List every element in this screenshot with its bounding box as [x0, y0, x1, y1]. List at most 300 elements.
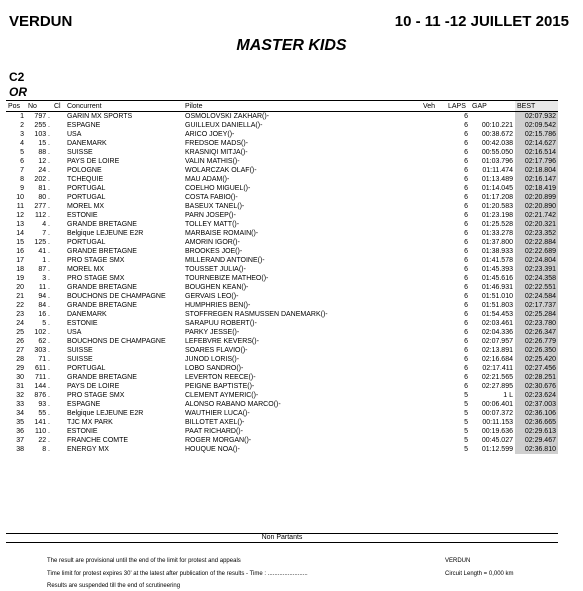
cell-concurrent: PORTUGAL	[67, 365, 106, 372]
cell-concurrent: MOREL MX	[67, 266, 105, 273]
cell-cl	[52, 310, 65, 319]
cell-pilote: SOARES FLAVIO()-	[185, 347, 248, 354]
cell-gap: 00:38.672	[481, 131, 513, 138]
cell-pos: 14	[16, 230, 24, 237]
cell-cl	[52, 157, 65, 166]
cell-veh	[421, 256, 446, 265]
cell-pilote: PARN JOSEP()-	[185, 212, 236, 219]
cell-no: 876 .	[34, 392, 50, 399]
cell-cl	[52, 337, 65, 346]
table-row	[6, 121, 558, 130]
cell-pos: 19	[16, 275, 24, 282]
table-row	[6, 436, 558, 445]
cell-best: 02:29.467	[515, 436, 558, 445]
cell-concurrent: PRO STAGE SMX	[67, 257, 125, 264]
cell-pos: 7	[20, 167, 24, 174]
cell-no: 144 .	[34, 383, 50, 390]
cell-pilote: GERVAIS LEO()-	[185, 293, 239, 300]
table-row	[6, 229, 558, 238]
cell-cl	[52, 292, 65, 301]
cell-concurrent: BOUCHONS DE CHAMPAGNE	[67, 293, 166, 300]
table-row	[6, 337, 558, 346]
cell-concurrent: GARIN MX SPORTS	[67, 113, 133, 120]
cell-best: 02:23.391	[515, 265, 558, 274]
cell-pos: 6	[20, 158, 24, 165]
cell-pos: 17	[16, 257, 24, 264]
cell-cl	[52, 175, 65, 184]
cell-laps: 6	[464, 176, 468, 183]
cell-veh	[421, 337, 446, 346]
cell-cl	[52, 166, 65, 175]
cell-laps: 5	[464, 437, 468, 444]
cell-laps: 6	[464, 113, 468, 120]
cell-best: 02:36.810	[515, 445, 558, 454]
cell-pos: 31	[16, 383, 24, 390]
cell-pos: 24	[16, 320, 24, 327]
table-row	[6, 220, 558, 229]
cell-pilote: VALIN MATHIS()-	[185, 158, 240, 165]
cell-concurrent: GRANDE BRETAGNE	[67, 374, 137, 381]
cell-cl	[52, 139, 65, 148]
cell-gap: 00:07.372	[481, 410, 513, 417]
table-row	[6, 346, 558, 355]
cell-no: 55 .	[38, 410, 50, 417]
cell-no: 303 .	[34, 347, 50, 354]
cell-pilote: COELHO MIGUEL()-	[185, 185, 251, 192]
table-row	[6, 202, 558, 211]
cell-concurrent: ENERGY MX	[67, 446, 109, 453]
cell-concurrent: DANEMARK	[67, 311, 107, 318]
cell-best: 02:23.352	[515, 229, 558, 238]
cell-best: 02:21.742	[515, 211, 558, 220]
footer-scrutineering-note: Results are suspended till the end of scrutineering	[47, 583, 181, 589]
cell-cl	[52, 391, 65, 400]
cell-no: 4 .	[42, 221, 50, 228]
cell-gap: 01:13.489	[481, 176, 513, 183]
cell-gap: 01:41.578	[481, 257, 513, 264]
cell-pilote: BASEUX TANEL()-	[185, 203, 245, 210]
cell-best: 02:16.514	[515, 148, 558, 157]
cell-pilote: PAAT RICHARD()-	[185, 428, 243, 435]
cell-veh	[421, 220, 446, 229]
cell-veh	[421, 319, 446, 328]
table-row	[6, 355, 558, 364]
cell-pos: 27	[16, 347, 24, 354]
cell-best: 02:22.884	[515, 238, 558, 247]
cell-no: 141 .	[34, 419, 50, 426]
cell-veh	[421, 229, 446, 238]
cell-laps: 5	[464, 419, 468, 426]
cell-concurrent: GRANDE BRETAGNE	[67, 302, 137, 309]
cell-pilote: GUILLEUX DANIELLA()-	[185, 122, 263, 129]
cell-veh	[421, 211, 446, 220]
cell-pilote: ARICO JOEY()-	[185, 131, 235, 138]
cell-best: 02:18.419	[515, 184, 558, 193]
cell-best: 02:20.899	[515, 193, 558, 202]
cell-cl	[52, 427, 65, 436]
cell-pilote: TOLLEY MATT()-	[185, 221, 240, 228]
cell-concurrent: PAYS DE LOIRE	[67, 383, 120, 390]
col-header-best: BEST	[515, 101, 558, 112]
cell-concurrent: PRO STAGE SMX	[67, 275, 125, 282]
cell-best: 02:23.624	[515, 391, 558, 400]
cell-best: 02:22.689	[515, 247, 558, 256]
cell-cl	[52, 319, 65, 328]
cell-laps: 6	[464, 338, 468, 345]
cell-no: 71 .	[38, 356, 50, 363]
cell-pos: 8	[20, 176, 24, 183]
cell-concurrent: ESTONIE	[67, 320, 98, 327]
cell-pos: 13	[16, 221, 24, 228]
cell-gap: 02:17.411	[482, 365, 513, 372]
cell-veh	[421, 418, 446, 427]
cell-no: 103 .	[34, 131, 50, 138]
cell-no: 62 .	[38, 338, 50, 345]
cell-concurrent: BOUCHONS DE CHAMPAGNE	[67, 338, 166, 345]
cell-concurrent: TJC MX PARK	[67, 419, 113, 426]
col-header-laps: LAPS	[446, 101, 470, 112]
cell-pos: 10	[16, 194, 24, 201]
cell-veh	[421, 121, 446, 130]
cell-pos: 21	[16, 293, 24, 300]
cell-concurrent: ESTONIE	[67, 428, 98, 435]
cell-laps: 6	[464, 194, 468, 201]
cell-pos: 26	[16, 338, 24, 345]
cell-pilote: STOFFREGEN RASMUSSEN DANEMARK()-	[185, 311, 328, 318]
cell-cl	[52, 373, 65, 382]
cell-concurrent: SUISSE	[67, 347, 93, 354]
cell-laps: 6	[464, 347, 468, 354]
cell-pos: 38	[16, 446, 24, 453]
cell-veh	[421, 175, 446, 184]
cell-veh	[421, 391, 446, 400]
col-header-no: No	[26, 101, 52, 112]
cell-best: 02:20.321	[515, 220, 558, 229]
cell-best: 02:26.347	[515, 328, 558, 337]
cell-cl	[52, 400, 65, 409]
cell-pilote: PARKY JESSE()-	[185, 329, 240, 336]
footer-venue: VERDUN	[445, 558, 471, 564]
table-row	[6, 130, 558, 139]
cell-gap: 01:45.393	[481, 266, 513, 273]
cell-cl	[52, 247, 65, 256]
cell-veh	[421, 292, 446, 301]
venue-title: VERDUN	[9, 13, 73, 30]
cell-no: 24 .	[38, 167, 50, 174]
results-body	[6, 112, 558, 455]
cell-no: 7 .	[42, 230, 50, 237]
cell-pilote: FREDSOE MADS()-	[185, 140, 248, 147]
cell-laps: 6	[464, 167, 468, 174]
cell-cl	[52, 409, 65, 418]
cell-cl	[52, 130, 65, 139]
cell-gap: 01:37.800	[481, 239, 513, 246]
cell-concurrent: USA	[67, 329, 82, 336]
cell-gap: 01:38.933	[481, 248, 513, 255]
table-row	[6, 175, 558, 184]
cell-pos: 22	[16, 302, 24, 309]
cell-pilote: TOUSSET JULIA()-	[185, 266, 246, 273]
table-row	[6, 373, 558, 382]
footer-circuit-length: Circuit Length = 0,000 km	[445, 571, 514, 577]
cell-best: 02:24.358	[515, 274, 558, 283]
cell-laps: 6	[464, 302, 468, 309]
cell-laps: 6	[464, 293, 468, 300]
cell-laps: 6	[464, 212, 468, 219]
cell-pilote: TOURNEBIZE MATHEO()-	[185, 275, 269, 282]
cell-cl	[52, 364, 65, 373]
cell-pos: 16	[16, 248, 24, 255]
cell-no: 16 .	[38, 311, 50, 318]
cell-concurrent: DANEMARK	[67, 140, 107, 147]
table-row	[6, 193, 558, 202]
table-row	[6, 328, 558, 337]
cell-pilote: ALONSO RABANO MARCO()-	[185, 401, 281, 408]
cell-gap: 02:03.461	[481, 320, 513, 327]
cell-laps: 6	[464, 122, 468, 129]
cell-concurrent: GRANDE BRETAGNE	[67, 221, 137, 228]
cell-cl	[52, 382, 65, 391]
cell-veh	[421, 202, 446, 211]
cell-concurrent: ESPAGNE	[67, 401, 101, 408]
cell-laps: 6	[464, 149, 468, 156]
cell-laps: 6	[464, 131, 468, 138]
cell-concurrent: Belgique LEJEUNE E2R	[67, 230, 144, 237]
cell-gap: 02:13.891	[481, 347, 513, 354]
cell-gap: 00:42.038	[481, 140, 513, 147]
cell-pilote: BOUGHEN KEAN()-	[185, 284, 249, 291]
cell-cl	[52, 283, 65, 292]
cell-no: 8 .	[42, 446, 50, 453]
cell-best: 02:25.420	[515, 355, 558, 364]
cell-cl	[52, 211, 65, 220]
cell-gap: 01:17.208	[481, 194, 513, 201]
cell-laps: 6	[464, 374, 468, 381]
cell-no: 611 .	[34, 365, 50, 372]
cell-best: 02:24.804	[515, 256, 558, 265]
cell-pos: 18	[16, 266, 24, 273]
footer-protest-note: Time limit for protest expires 30' at the latest after publication of the results - Time : ........................	[47, 571, 308, 577]
cell-best: 02:36.106	[515, 409, 558, 418]
cell-no: 110 .	[34, 428, 50, 435]
cell-pos: 2	[20, 122, 24, 129]
cell-veh	[421, 400, 446, 409]
table-row	[6, 391, 558, 400]
cell-laps: 6	[464, 275, 468, 282]
cell-gap: 02:27.895	[481, 383, 513, 390]
cell-laps: 6	[464, 320, 468, 327]
cell-gap: 01:51.010	[481, 293, 513, 300]
cell-pos: 32	[16, 392, 24, 399]
cell-pilote: BROOKES JOE()-	[185, 248, 243, 255]
cell-veh	[421, 346, 446, 355]
cell-cl	[52, 193, 65, 202]
table-row	[6, 238, 558, 247]
cell-gap: 01:51.803	[481, 302, 513, 309]
page-title: MASTER KIDS	[236, 37, 347, 54]
cell-laps: 6	[464, 356, 468, 363]
cell-best: 02:17.796	[515, 157, 558, 166]
cell-no: 3 .	[42, 275, 50, 282]
cell-veh	[421, 247, 446, 256]
cell-concurrent: PORTUGAL	[67, 194, 106, 201]
cell-pilote: LOBO SANDRO()-	[185, 365, 244, 372]
table-row	[6, 211, 558, 220]
cell-no: 277 .	[34, 203, 50, 210]
col-header-pilote: Pilote	[183, 101, 421, 112]
cell-no: 711 .	[34, 374, 50, 381]
cell-veh	[421, 328, 446, 337]
cell-no: 11 .	[38, 284, 50, 291]
table-row	[6, 112, 558, 122]
table-row	[6, 247, 558, 256]
cell-gap: 01:12.599	[481, 446, 513, 453]
table-row	[6, 148, 558, 157]
table-header	[6, 101, 558, 112]
cell-concurrent: POLOGNE	[67, 167, 102, 174]
table-row	[6, 427, 558, 436]
cell-gap: 00:19.636	[481, 428, 513, 435]
col-header-veh: Veh	[421, 101, 446, 112]
cell-no: 93 .	[38, 401, 50, 408]
cell-gap: 02:04.336	[481, 329, 513, 336]
cell-pos: 1	[20, 113, 24, 120]
cell-veh	[421, 238, 446, 247]
cell-cl	[52, 256, 65, 265]
cell-laps: 6	[464, 230, 468, 237]
cell-pilote: ROGER MORGAN()-	[185, 437, 252, 444]
cell-gap: 01:14.045	[481, 185, 513, 192]
cell-cl	[52, 112, 65, 122]
cell-no: 84 .	[38, 302, 50, 309]
cell-pos: 28	[16, 356, 24, 363]
cell-veh	[421, 301, 446, 310]
cell-pos: 11	[16, 203, 24, 210]
cell-laps: 6	[464, 284, 468, 291]
cell-no: 112 .	[34, 212, 50, 219]
cell-concurrent: MOREL MX	[67, 203, 105, 210]
cell-pilote: LEVERTON REECE()-	[185, 374, 256, 381]
cell-best: 02:29.613	[515, 427, 558, 436]
cell-concurrent: ESPAGNE	[67, 122, 101, 129]
cell-pilote: OSMOLOVSKI ZAKHAR()-	[185, 113, 270, 120]
cell-gap: 02:21.565	[481, 374, 513, 381]
cell-best: 02:07.932	[515, 112, 558, 122]
cell-concurrent: PORTUGAL	[67, 185, 106, 192]
cell-cl	[52, 355, 65, 364]
cell-gap: 01:11.474	[482, 167, 513, 174]
cell-veh	[421, 112, 446, 122]
cell-best: 02:23.780	[515, 319, 558, 328]
cell-concurrent: PRO STAGE SMX	[67, 392, 125, 399]
cell-pilote: COSTA FABIO()-	[185, 194, 238, 201]
cell-concurrent: TCHEQUIE	[67, 176, 104, 183]
table-row	[6, 166, 558, 175]
table-row	[6, 382, 558, 391]
cell-concurrent: PORTUGAL	[67, 239, 106, 246]
cell-no: 102 .	[34, 329, 50, 336]
cell-pilote: MAU ADAM()-	[185, 176, 230, 183]
table-row	[6, 445, 558, 454]
cell-no: 22 .	[38, 437, 50, 444]
table-row	[6, 319, 558, 328]
cell-pilote: KRASNIQI MITJA()-	[185, 149, 248, 156]
cell-laps: 6	[464, 329, 468, 336]
cell-pos: 15	[16, 239, 24, 246]
cell-cl	[52, 121, 65, 130]
footer-provisional-note: The result are provisional until the end of the limit for protest and appeals	[47, 558, 241, 564]
cell-best: 02:25.284	[515, 310, 558, 319]
table-row	[6, 400, 558, 409]
cell-pos: 3	[20, 131, 24, 138]
cell-concurrent: GRANDE BRETAGNE	[67, 284, 137, 291]
cell-laps: 6	[464, 311, 468, 318]
cell-cl	[52, 148, 65, 157]
cell-laps: 5	[464, 428, 468, 435]
cell-veh	[421, 373, 446, 382]
cell-veh	[421, 166, 446, 175]
cell-laps: 6	[464, 383, 468, 390]
table-row	[6, 256, 558, 265]
cell-laps: 6	[464, 248, 468, 255]
cell-best: 02:16.147	[515, 175, 558, 184]
cell-veh	[421, 427, 446, 436]
cell-veh	[421, 364, 446, 373]
col-header-concurrent: Concurrent	[65, 101, 183, 112]
cell-laps: 5	[464, 401, 468, 408]
cell-laps: 6	[464, 239, 468, 246]
cell-gap: 01:45.616	[481, 275, 513, 282]
table-row	[6, 283, 558, 292]
table-row	[6, 184, 558, 193]
cell-pos: 12	[16, 212, 24, 219]
cell-laps: 5	[464, 392, 468, 399]
table-row	[6, 310, 558, 319]
cell-cl	[52, 274, 65, 283]
cell-gap: 00:10.221	[481, 122, 513, 129]
cell-veh	[421, 310, 446, 319]
cell-pos: 4	[20, 140, 24, 147]
cell-cl	[52, 346, 65, 355]
cell-no: 5 .	[42, 320, 50, 327]
cell-best: 02:15.786	[515, 130, 558, 139]
cell-gap: 00:55.050	[481, 149, 513, 156]
table-row	[6, 301, 558, 310]
cell-pilote: MARBAISE ROMAIN()-	[185, 230, 259, 237]
table-row	[6, 292, 558, 301]
cell-pilote: WAUTHIER LUCA()-	[185, 410, 250, 417]
table-row	[6, 418, 558, 427]
cell-gap: 00:45.027	[481, 437, 513, 444]
cell-best: 02:18.804	[515, 166, 558, 175]
cell-gap: 01:25.528	[481, 221, 513, 228]
cell-veh	[421, 409, 446, 418]
cell-veh	[421, 436, 446, 445]
cell-best: 02:36.665	[515, 418, 558, 427]
cell-laps: 6	[464, 158, 468, 165]
cell-pilote: SARAPUU ROBERT()-	[185, 320, 257, 327]
cell-gap: 01:23.198	[481, 212, 513, 219]
cell-no: 81 .	[38, 185, 50, 192]
cell-laps: 6	[464, 140, 468, 147]
cell-best: 02:30.676	[515, 382, 558, 391]
cell-pilote: HOUQUE NOA()-	[185, 446, 240, 453]
cell-laps: 6	[464, 257, 468, 264]
cell-pos: 9	[20, 185, 24, 192]
cell-pos: 35	[16, 419, 24, 426]
cell-laps: 6	[464, 221, 468, 228]
cell-no: 202 .	[34, 176, 50, 183]
